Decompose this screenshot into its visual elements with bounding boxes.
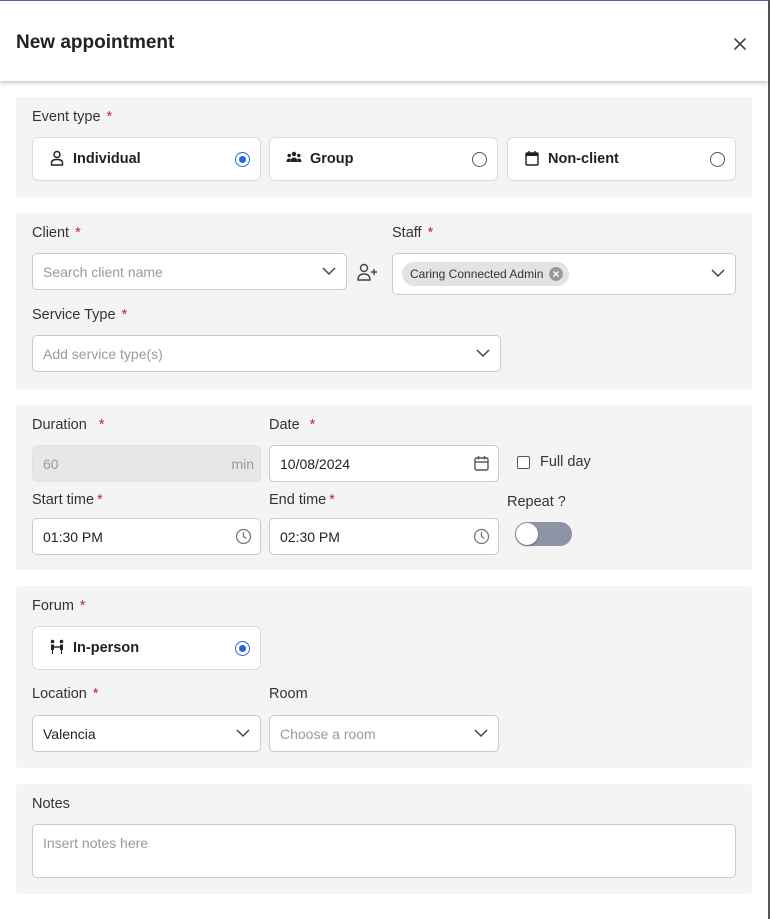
end-time-input[interactable] bbox=[269, 518, 499, 555]
start-time-value: 01:30 PM bbox=[43, 529, 103, 545]
duration-label: Duration * bbox=[32, 417, 105, 433]
dialog-header bbox=[0, 1, 768, 81]
non-client-label: Non-client bbox=[548, 151, 619, 167]
end-time-value: 02:30 PM bbox=[280, 529, 340, 545]
non-client-radio[interactable] bbox=[710, 152, 725, 167]
in-person-label: In-person bbox=[73, 640, 140, 656]
client-placeholder: Search client name bbox=[43, 264, 163, 280]
event-type-non-client[interactable] bbox=[507, 137, 736, 181]
date-value: 10/08/2024 bbox=[280, 456, 351, 472]
notes-label: Notes bbox=[32, 796, 70, 812]
duration-value: 60 bbox=[43, 456, 59, 472]
client-staff-section bbox=[16, 213, 752, 389]
start-time-input[interactable] bbox=[32, 518, 261, 555]
forum-section bbox=[16, 586, 752, 768]
service-type-select[interactable] bbox=[32, 335, 501, 372]
calendar-icon[interactable] bbox=[473, 455, 490, 472]
event-type-group[interactable] bbox=[269, 137, 498, 181]
close-icon[interactable] bbox=[732, 36, 748, 52]
full-day-checkbox[interactable] bbox=[517, 456, 530, 469]
staff-label: Staff * bbox=[392, 225, 434, 241]
client-search-input[interactable] bbox=[32, 253, 347, 290]
staff-chip bbox=[402, 262, 569, 286]
repeat-toggle[interactable] bbox=[515, 522, 572, 546]
group-radio[interactable] bbox=[472, 152, 487, 167]
in-person-radio[interactable] bbox=[235, 641, 250, 656]
event-type-individual[interactable] bbox=[32, 137, 261, 181]
staff-chip-label: Caring Connected Admin bbox=[410, 267, 544, 281]
schedule-section bbox=[16, 405, 752, 570]
room-select[interactable] bbox=[269, 715, 499, 752]
room-placeholder: Choose a room bbox=[280, 726, 376, 742]
clock-icon[interactable] bbox=[235, 528, 252, 545]
chevron-down-icon bbox=[711, 268, 725, 278]
clock-icon[interactable] bbox=[473, 528, 490, 545]
group-label: Group bbox=[310, 151, 354, 167]
chevron-down-icon bbox=[476, 348, 490, 358]
room-label: Room bbox=[269, 686, 308, 702]
notes-textarea[interactable] bbox=[32, 824, 736, 878]
add-person-icon[interactable] bbox=[357, 263, 379, 281]
full-day-label: Full day bbox=[540, 454, 591, 470]
location-select[interactable] bbox=[32, 715, 261, 752]
staff-select[interactable] bbox=[392, 253, 736, 295]
people-meeting-icon bbox=[49, 639, 65, 655]
location-label: Location * bbox=[32, 686, 99, 702]
client-label: Client * bbox=[32, 225, 81, 241]
chevron-down-icon bbox=[322, 266, 336, 276]
forum-label: Forum * bbox=[32, 598, 86, 614]
dialog-body bbox=[0, 81, 768, 919]
person-icon bbox=[49, 150, 65, 166]
start-time-label: Start time * bbox=[32, 492, 103, 508]
notes-placeholder: Insert notes here bbox=[43, 835, 149, 851]
forum-in-person[interactable] bbox=[32, 626, 261, 670]
service-type-placeholder: Add service type(s) bbox=[43, 346, 163, 362]
remove-chip-icon[interactable] bbox=[549, 267, 563, 281]
date-input[interactable] bbox=[269, 445, 499, 482]
toggle-knob bbox=[516, 523, 538, 545]
event-type-section bbox=[16, 97, 752, 197]
end-time-label: End time * bbox=[269, 492, 335, 508]
duration-unit: min bbox=[231, 456, 254, 472]
service-type-label: Service Type * bbox=[32, 307, 128, 323]
individual-label: Individual bbox=[73, 151, 141, 167]
repeat-label: Repeat ? bbox=[507, 494, 566, 510]
calendar-icon bbox=[524, 150, 540, 166]
dialog-title: New appointment bbox=[16, 32, 175, 53]
individual-radio[interactable] bbox=[235, 152, 250, 167]
location-value: Valencia bbox=[43, 726, 96, 742]
event-type-label: Event type * bbox=[32, 109, 113, 125]
chevron-down-icon bbox=[236, 728, 250, 738]
date-label: Date * bbox=[269, 417, 316, 433]
chevron-down-icon bbox=[474, 728, 488, 738]
duration-input bbox=[32, 445, 261, 482]
notes-section bbox=[16, 784, 752, 894]
group-icon bbox=[286, 150, 302, 166]
